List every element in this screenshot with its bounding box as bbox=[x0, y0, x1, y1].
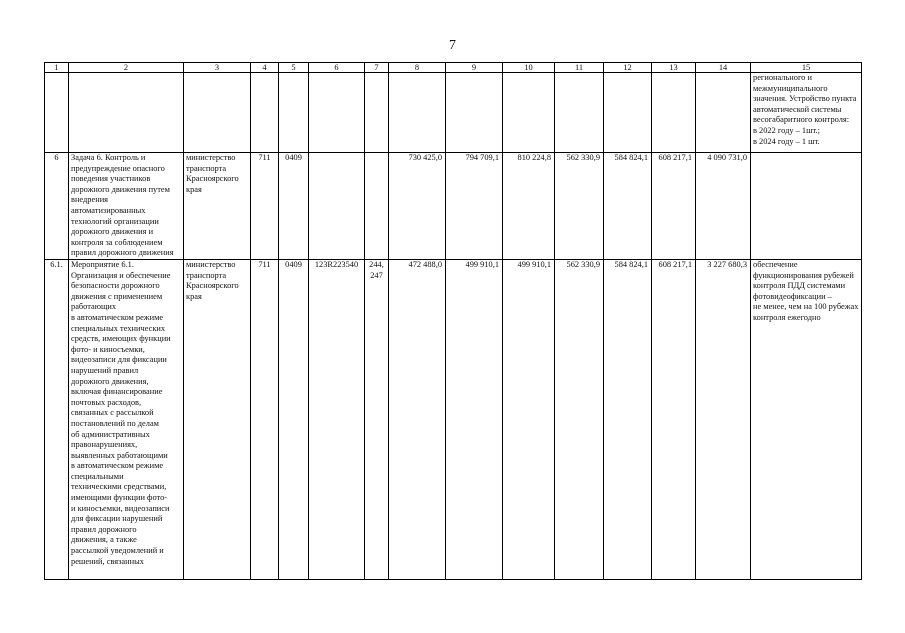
executor-cell bbox=[184, 73, 251, 153]
amount-cell bbox=[389, 73, 446, 153]
target-article-cell bbox=[309, 153, 365, 260]
result-description-cell: обеспечение функционирования рубежей контроля ПДД системами фотовидеофиксации – не менее, чем на 100 рубежах контроля ежегодно bbox=[751, 260, 862, 580]
header-row bbox=[45, 63, 862, 73]
expense-type-cell: 244, 247 bbox=[365, 260, 389, 580]
column-header: 4 bbox=[251, 63, 279, 73]
amount-cell: 584 824,1 bbox=[604, 260, 652, 580]
amount-cell: 562 330,9 bbox=[555, 153, 604, 260]
column-header: 2 bbox=[69, 63, 184, 73]
column-header: 1 bbox=[45, 63, 69, 73]
amount-cell: 810 224,8 bbox=[503, 153, 555, 260]
amount-cell bbox=[604, 73, 652, 153]
section-code-cell: 0409 bbox=[279, 153, 309, 260]
amount-cell bbox=[555, 73, 604, 153]
page-number: 7 bbox=[449, 38, 456, 53]
section-code-cell bbox=[279, 73, 309, 153]
column-header: 8 bbox=[389, 63, 446, 73]
table-row bbox=[45, 153, 862, 260]
amount-cell: 499 910,1 bbox=[503, 260, 555, 580]
row-number-cell: 6.1. bbox=[45, 260, 69, 580]
amount-cell: 608 217,1 bbox=[652, 260, 696, 580]
grbs-code-cell: 711 bbox=[251, 260, 279, 580]
column-header: 14 bbox=[696, 63, 751, 73]
total-amount-cell: 3 227 680,3 bbox=[696, 260, 751, 580]
task-name-cell bbox=[69, 73, 184, 153]
result-description-cell: регионального и межмуниципального значения. Устройство пункта автоматической системы весогабаритного контроля: в 2022 году – 1шт.; в 2024 году – 1 шт. bbox=[751, 73, 862, 153]
result-description-cell bbox=[751, 153, 862, 260]
column-header: 3 bbox=[184, 63, 251, 73]
executor-cell: министерство транспорта Красноярского края bbox=[184, 260, 251, 580]
grbs-code-cell bbox=[251, 73, 279, 153]
amount-cell bbox=[503, 73, 555, 153]
amount-cell bbox=[446, 73, 503, 153]
amount-cell: 584 824,1 bbox=[604, 153, 652, 260]
executor-cell: министерство транспорта Красноярского края bbox=[184, 153, 251, 260]
task-name-cell: Мероприятие 6.1. Организация и обеспечение безопасности дорожного движения с применением работающих в автоматическом режиме специальных технических средств, имеющих функции фото- и киносъемки, видеозаписи для фиксации нарушений правил дорожного движения, включая финансирование почтовых расходов, связанных с рассылкой постановлений по делам об административных правонарушениях, выявленных работающими в автоматическом режиме специальными техническими средствами, имеющими функции фото- и киносъемки, видеозаписи для фиксации нарушений правил дорожного движения, а также рассылкой уведомлений и решений, связанных bbox=[69, 260, 184, 580]
target-article-cell: 123R223540 bbox=[309, 260, 365, 580]
table-row bbox=[45, 73, 862, 153]
column-header: 12 bbox=[604, 63, 652, 73]
target-article-cell bbox=[309, 73, 365, 153]
expense-type-cell bbox=[365, 73, 389, 153]
grbs-code-cell: 711 bbox=[251, 153, 279, 260]
amount-cell: 472 488,0 bbox=[389, 260, 446, 580]
total-amount-cell bbox=[696, 73, 751, 153]
column-header: 10 bbox=[503, 63, 555, 73]
column-header: 9 bbox=[446, 63, 503, 73]
task-name-cell: Задача 6. Контроль и предупреждение опасного поведения участников дорожного движения путем внедрения автоматизированных технологий организации дорожного движения и контроля за соблюдением правил дорожного движения bbox=[69, 153, 184, 260]
column-header: 11 bbox=[555, 63, 604, 73]
total-amount-cell: 4 090 731,0 bbox=[696, 153, 751, 260]
amount-cell: 794 709,1 bbox=[446, 153, 503, 260]
row-number-cell: 6 bbox=[45, 153, 69, 260]
expense-type-cell bbox=[365, 153, 389, 260]
amount-cell: 562 330,9 bbox=[555, 260, 604, 580]
section-code-cell: 0409 bbox=[279, 260, 309, 580]
row-number-cell bbox=[45, 73, 69, 153]
amount-cell: 730 425,0 bbox=[389, 153, 446, 260]
column-header: 7 bbox=[365, 63, 389, 73]
column-header: 5 bbox=[279, 63, 309, 73]
column-header: 15 bbox=[751, 63, 862, 73]
table-row bbox=[45, 260, 862, 580]
column-header: 6 bbox=[309, 63, 365, 73]
amount-cell: 499 910,1 bbox=[446, 260, 503, 580]
program-table bbox=[44, 62, 862, 580]
amount-cell: 608 217,1 bbox=[652, 153, 696, 260]
amount-cell bbox=[652, 73, 696, 153]
column-header: 13 bbox=[652, 63, 696, 73]
